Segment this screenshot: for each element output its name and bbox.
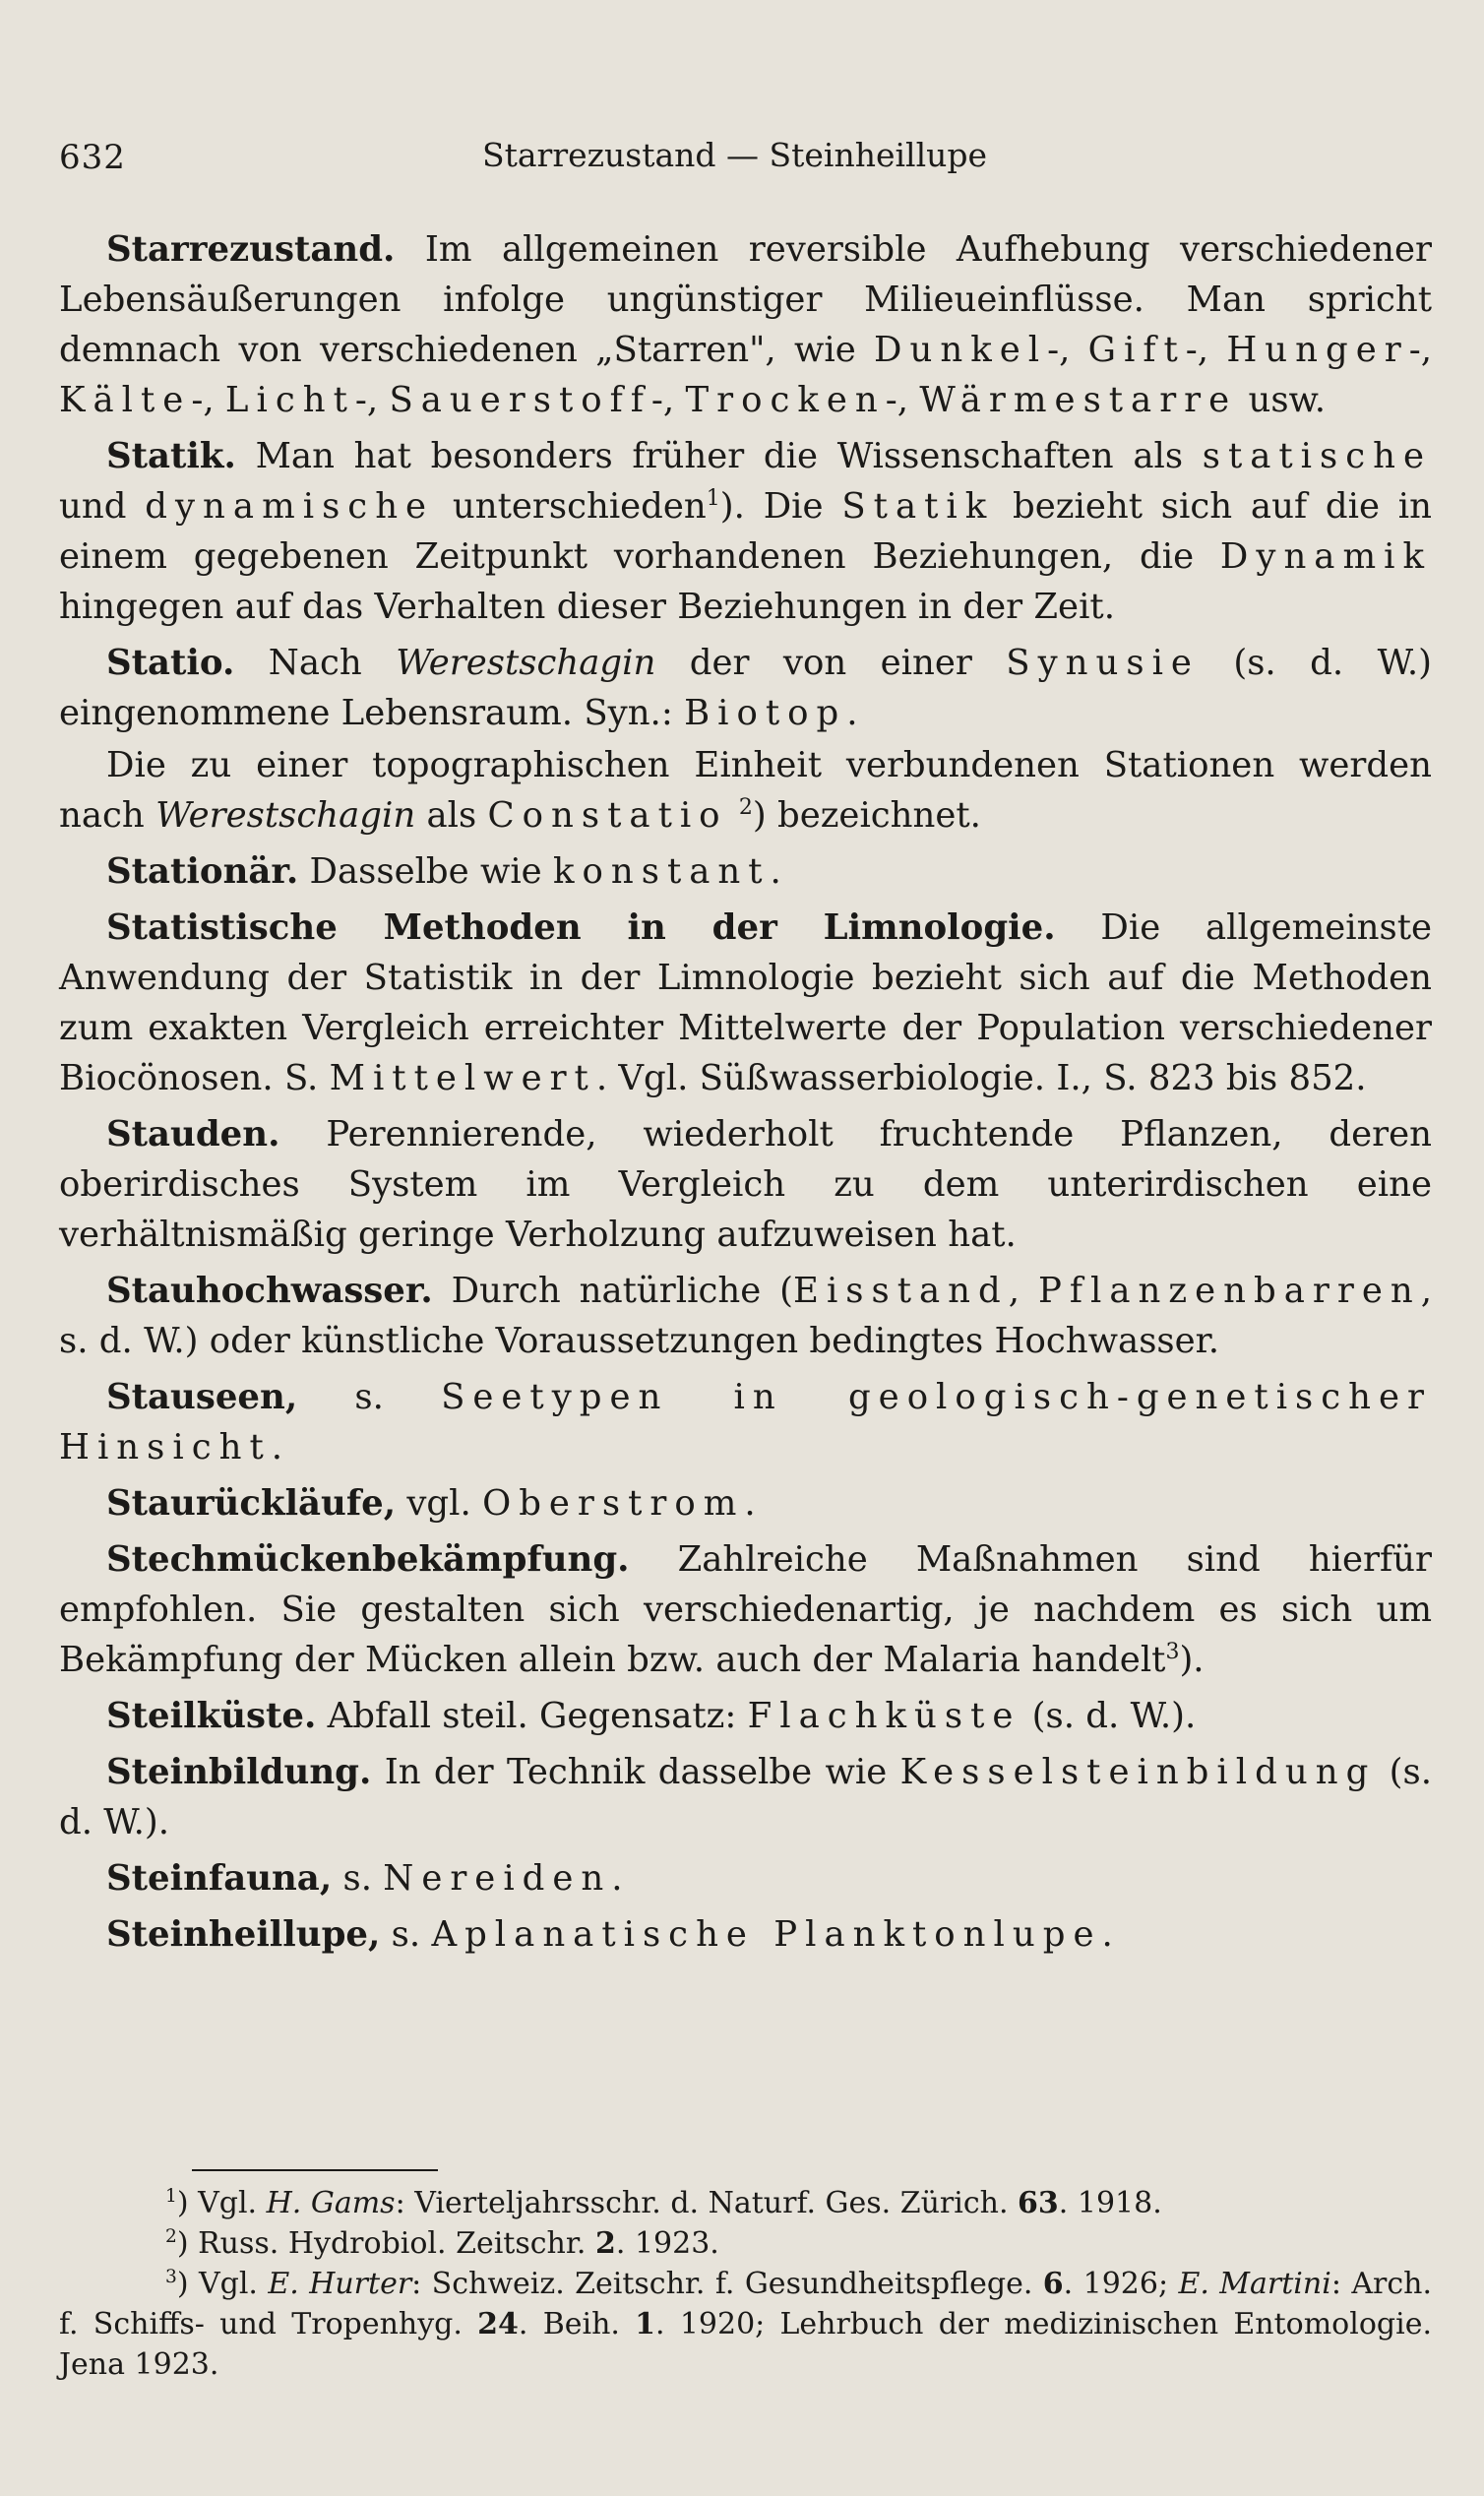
text-run: -, — [1185, 330, 1227, 370]
footnote-marker: 2 — [165, 2226, 177, 2247]
spaced-emphasis: Oberstrom — [482, 1483, 745, 1524]
text-run: ) Vgl. — [176, 2186, 267, 2220]
dictionary-entry — [59, 1478, 1432, 1529]
text-run: : Arch. f. Schiffs- und Tropenhyg. — [59, 2267, 1433, 2341]
dictionary-entry — [59, 1266, 1432, 1366]
entry-term: Stechmückenbekämpfung. — [106, 1539, 630, 1580]
spaced-emphasis: Wärmestarre — [919, 380, 1238, 420]
spaced-emphasis: Flachküste — [747, 1696, 1021, 1736]
spaced-emphasis: statische — [1202, 436, 1432, 476]
footnote — [59, 2264, 1432, 2385]
spaced-emphasis: Nereiden — [383, 1858, 612, 1899]
entry-term: Statistische Methoden in der Limnologie. — [106, 907, 1056, 948]
text-run: : Vierteljahrsschr. d. Naturf. Ges. Zürich. — [395, 2186, 1019, 2220]
entry-term: Steinheillupe, — [106, 1914, 381, 1955]
italic-name: E. Hurter — [268, 2267, 412, 2301]
footnotes — [59, 2183, 1432, 2385]
running-title: Starrezustand — Steinheillupe — [482, 136, 988, 174]
dictionary-entry — [59, 1372, 1432, 1472]
spaced-emphasis: Licht — [224, 380, 355, 420]
spaced-emphasis: Kälte — [59, 380, 192, 420]
entry-term: Stationär. — [106, 851, 299, 892]
text-run: . 1920; Lehrbuch der medizinischen Entomologie. Jena 1923. — [59, 2307, 1432, 2382]
entry-term: Steinbildung. — [106, 1752, 372, 1792]
text-run: Die allgemeinste Anwendung der Statistik in der Limnologie bezieht sich auf die Methoden zum exakten Vergleich erreichter Mittelwerte der Population verschiedener Biocönosen. S. — [59, 907, 1432, 1098]
entry-term: Starrezustand. — [106, 229, 396, 270]
text-run: . 1926; — [1063, 2267, 1179, 2301]
dictionary-entry — [59, 1109, 1432, 1260]
spaced-emphasis: Statik — [841, 486, 995, 527]
dictionary-entry — [59, 846, 1432, 897]
text-run: -, — [885, 380, 920, 420]
text-run: -, — [1047, 330, 1088, 370]
text-run: Perennierende, wiederholt fruchtende Pflanzen, deren oberirdisches System im Vergleich zu dem unterirdischen eine verhältnismäßig geringe Verholzung aufzuweisen hat. — [59, 1114, 1432, 1255]
text-run: ). Die — [719, 486, 842, 527]
footnote-marker: 3 — [1165, 1640, 1180, 1665]
page-number: 632 — [59, 138, 126, 177]
text-run: ). — [1179, 1640, 1205, 1680]
volume-number: 6 — [1042, 2267, 1064, 2301]
text-run: Durch natürliche ( — [432, 1271, 794, 1311]
footnote — [59, 2223, 1432, 2264]
entry-term: Statio. — [106, 643, 235, 683]
text-run: (s. d. W.). — [1020, 1696, 1197, 1736]
italic-name: E. Martini — [1178, 2267, 1331, 2301]
spaced-emphasis: Synusie — [1006, 643, 1200, 683]
spaced-emphasis: Trocken — [685, 380, 886, 420]
dictionary-entry — [59, 1909, 1432, 1960]
text-run: ) Vgl. — [176, 2267, 269, 2301]
text-run: s. — [297, 1377, 442, 1417]
entry-term: Steilküste. — [106, 1696, 317, 1736]
spaced-emphasis: Kesselsteinbildung — [899, 1752, 1377, 1792]
footnote — [59, 2183, 1432, 2223]
text-run: ) bezeichnet. — [752, 795, 981, 836]
spaced-emphasis: Sauerstoff — [389, 380, 651, 420]
text-run: -, — [354, 380, 390, 420]
spaced-emphasis: Hunger — [1226, 330, 1409, 370]
dictionary-entry — [59, 638, 1432, 738]
dictionary-entry — [59, 740, 1432, 841]
italic-name: H. Gams — [266, 2186, 396, 2220]
text-run: . — [611, 1858, 623, 1899]
dictionary-entries — [59, 224, 1432, 1962]
dictionary-entry — [59, 224, 1432, 425]
dictionary-entry — [59, 1853, 1432, 1903]
text-run: . — [271, 1427, 283, 1467]
spaced-emphasis: Dynamik — [1219, 536, 1432, 577]
entry-term: Stauhochwasser. — [106, 1271, 433, 1311]
text-run: Im allgemeinen reversible Aufhebung verschiedener Lebensäußerungen infolge ungünstiger Milieueinflüsse. Man spricht demnach von verschiedenen „Starren", wie — [59, 229, 1432, 370]
text-run: (s. d. W.) eingenommene Lebensraum. Syn.: — [59, 643, 1433, 733]
entry-term: Steinfauna, — [106, 1858, 333, 1899]
dictionary-entry — [59, 1534, 1432, 1685]
text-run: (s. d. W.). — [59, 1752, 1432, 1842]
spaced-emphasis: Constatio — [487, 795, 728, 836]
text-run: bezieht sich auf die in einem gegebenen Zeitpunkt vorhandenen Beziehungen, die — [59, 486, 1432, 577]
text-run: s. — [380, 1914, 432, 1955]
spaced-emphasis: Gift — [1087, 330, 1186, 370]
text-run: -, — [1408, 330, 1432, 370]
text-run: usw. — [1237, 380, 1326, 420]
footnote-marker: 1 — [706, 486, 720, 512]
text-run: , s. d. W.) oder künstliche Voraussetzungen bedingtes Hochwasser. — [59, 1271, 1432, 1361]
text-run: Nach — [234, 643, 397, 683]
text-run: s. — [332, 1858, 384, 1899]
footnote-divider — [192, 2169, 438, 2171]
text-run: Dasselbe wie — [298, 851, 553, 892]
spaced-emphasis: Dunkel — [874, 330, 1048, 370]
text-run: . — [744, 1483, 756, 1524]
volume-number: 2 — [595, 2226, 616, 2261]
spaced-emphasis: Eisstand — [793, 1271, 1009, 1311]
spaced-emphasis: Pflanzenbarren — [1038, 1271, 1421, 1311]
spaced-emphasis: Seetypen in geologisch-genetischer Hinsicht — [59, 1377, 1432, 1467]
text-run: der von einer — [655, 643, 1007, 683]
text-run — [728, 795, 739, 836]
text-run: In der Technik dasselbe wie — [371, 1752, 900, 1792]
text-run: und — [59, 486, 146, 527]
entry-term: Stauseen, — [106, 1377, 298, 1417]
text-run: unterschieden — [434, 486, 707, 527]
spaced-emphasis: Biotop — [684, 693, 847, 733]
text-run: als — [415, 795, 488, 836]
dictionary-entry — [59, 903, 1432, 1103]
volume-number: 63 — [1018, 2186, 1059, 2220]
text-run: Abfall steil. Gegensatz: — [316, 1696, 748, 1736]
spaced-emphasis: Mittelwert — [329, 1058, 596, 1098]
entry-term: Statik. — [106, 436, 236, 476]
volume-number: 1 — [635, 2307, 656, 2341]
text-run: . Beih. — [518, 2307, 636, 2341]
text-run: , — [1008, 1271, 1039, 1311]
text-run: . Vgl. Süßwasserbiologie. I., S. 823 bis 852. — [595, 1058, 1367, 1098]
text-run: Man hat besonders früher die Wissenschaften als — [235, 436, 1203, 476]
footnote-marker: 3 — [165, 2267, 177, 2287]
dictionary-entry — [59, 431, 1432, 632]
dictionary-entry — [59, 1691, 1432, 1741]
text-run: . 1918. — [1058, 2186, 1162, 2220]
text-run: : Schweiz. Zeitschr. f. Gesundheitspflege. — [411, 2267, 1043, 2301]
entry-term: Staurückläufe, — [106, 1483, 397, 1524]
text-run: ) Russ. Hydrobiol. Zeitschr. — [176, 2226, 595, 2261]
volume-number: 24 — [477, 2307, 519, 2341]
dictionary-entry — [59, 1747, 1432, 1847]
text-run: Zahlreiche Maßnahmen sind hierfür empfohlen. Sie gestalten sich verschiedenartig, je nachdem es sich um Bekämpfung der Mücken allein bzw. auch der Malaria handelt — [59, 1539, 1432, 1680]
text-run: Die zu einer topographischen Einheit verbundenen Stationen werden nach — [59, 745, 1432, 836]
text-run: . — [846, 693, 858, 733]
text-run: . 1923. — [615, 2226, 719, 2261]
footnote-marker: 1 — [165, 2186, 177, 2207]
text-run: -, — [191, 380, 225, 420]
text-run: . — [770, 851, 781, 892]
spaced-emphasis: dynamische — [145, 486, 435, 527]
italic-name: Werestschagin — [396, 643, 656, 683]
footnote-marker: 2 — [738, 795, 753, 821]
text-run: vgl. — [396, 1483, 483, 1524]
text-run: -, — [650, 380, 686, 420]
entry-term: Stauden. — [106, 1114, 280, 1154]
spaced-emphasis: Aplanatische Planktonlupe — [431, 1914, 1102, 1955]
italic-name: Werestschagin — [155, 795, 416, 836]
text-run: hingegen auf das Verhalten dieser Beziehungen in der Zeit. — [59, 587, 1115, 627]
text-run: . — [1101, 1914, 1113, 1955]
spaced-emphasis: konstant — [552, 851, 771, 892]
